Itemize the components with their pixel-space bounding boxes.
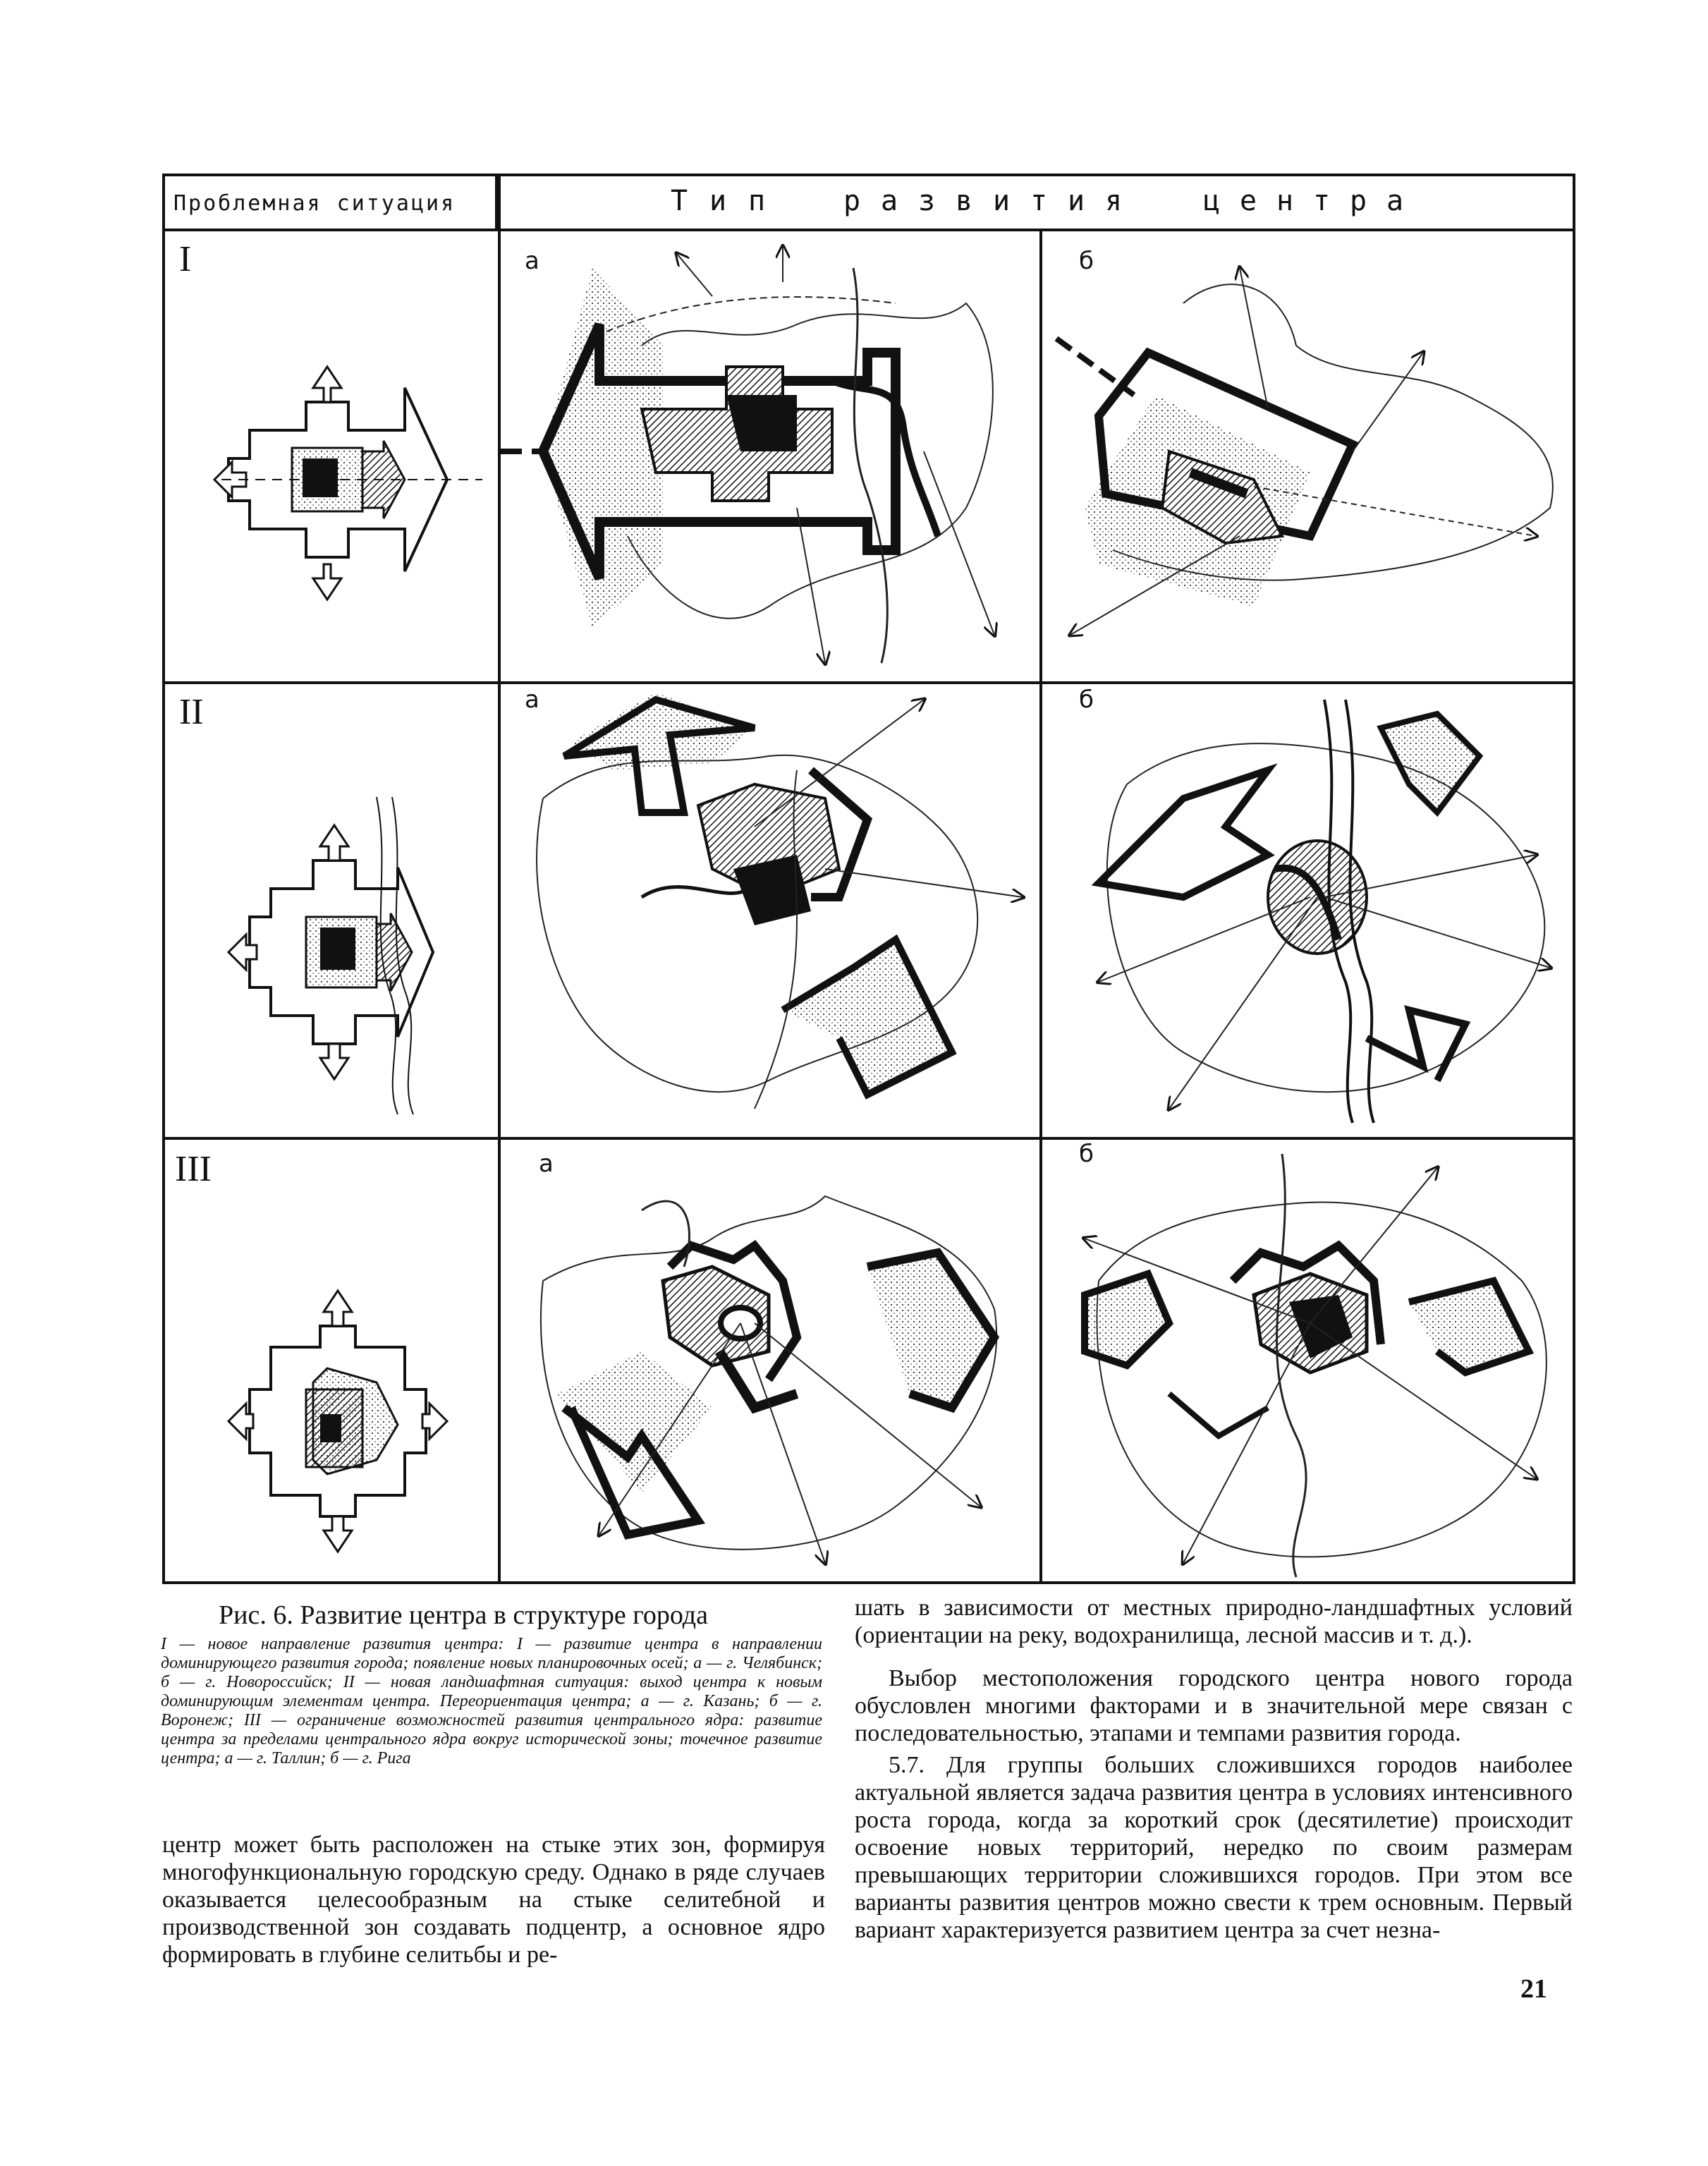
figure-caption-body: I — новое направление развития центра: I — развитие центра в направлении доминирующего развития города; появление новых планировочных осей; а — г. Челябинск; б — г. Новороссийск; II — новая ландшафтная ситуация: выход центра к новым доминирующим элементам центра. Переориентация центра; а — г. Казань; б — г. Воронеж; III — ограничение возможностей развития центрального ядра: развитие центра за пределами центрального ядра вокруг исторической зоны; точечное развитие центра; а — г. Таллин; б — г. Рига xyxy=(161,1635,822,1768)
header-problem-situation: Проблемная ситуация xyxy=(165,176,498,231)
cell-label-2a: а xyxy=(525,686,539,714)
figure-caption-title: Рис. 6. Развитие центра в структуре города xyxy=(219,1600,708,1630)
header-letter: я xyxy=(1105,185,1123,217)
right-column-text xyxy=(855,1594,1573,1944)
paragraph: шать в зависимости от местных природно-ландшафтных условий (ориентации на реку, водохранилища, лесной массив и т. д.). xyxy=(855,1595,1573,1648)
map-voronezh xyxy=(1042,686,1575,1134)
row-label-ii: II xyxy=(179,692,204,732)
header-letter: а xyxy=(881,185,898,217)
cell-label-1a: а xyxy=(525,247,539,275)
header-letter: Т xyxy=(671,185,688,217)
paragraph: 5.7. Для группы больших сложившихся городов наиболее актуальной является задача развития центра в условиях интенсивного роста города, когда за короткий срок (десятилетие) происходит освоение новых территорий, нередко по своим размерам превышающих территории сложившихся городов. При этом все варианты развития центров можно свести к трем основным. Первый вариант характеризуется развитием центра за счет незна- xyxy=(855,1752,1573,1943)
header-letter: ц xyxy=(1203,185,1221,217)
figure-table xyxy=(162,174,1575,1584)
schematic-iii xyxy=(207,1263,489,1573)
cell-label-3b: б xyxy=(1079,1140,1094,1168)
header-letter: е xyxy=(1240,185,1257,217)
cell-label-2b: б xyxy=(1079,686,1094,714)
header-letter: и xyxy=(993,185,1011,217)
header-letter: и xyxy=(1068,185,1085,217)
header-letter: н xyxy=(1276,185,1294,217)
header-letter: и xyxy=(709,185,727,217)
header-letter: т xyxy=(1313,185,1331,217)
header-letter: п xyxy=(748,185,766,217)
header-letter: в xyxy=(956,185,973,217)
header-letter: з xyxy=(918,185,936,217)
row-divider xyxy=(165,681,1573,684)
left-column-text xyxy=(162,1831,825,1969)
header-letter: т xyxy=(1030,185,1048,217)
cell-label-3a: а xyxy=(539,1150,554,1178)
paragraph: Выбор местоположения городского центра нового города обусловлен многими факторами и в значительной мере связан с последовательностью, этапами и темпами развития города. xyxy=(855,1665,1573,1746)
page-number: 21 xyxy=(1520,1974,1547,2004)
cell-label-1b: б xyxy=(1079,247,1094,275)
schematic-i xyxy=(207,303,489,656)
map-tallinn xyxy=(501,1140,1037,1584)
map-chelyabinsk xyxy=(501,240,1037,677)
header-letter: р xyxy=(1350,185,1367,217)
header-letter: а xyxy=(1386,185,1404,217)
paragraph: центр может быть расположен на стыке этих зон, формируя многофункциональную городскую среду. Однако в ряде случаев оказывается целесообразным на стыке селитебной и производственной зон создавать подцентр, а основное ядро формировать в глубине селитьбы и ре- xyxy=(162,1832,825,1968)
schematic-ii xyxy=(207,783,489,1121)
map-kazan xyxy=(501,686,1037,1134)
row-label-iii: III xyxy=(175,1149,212,1189)
row-label-i: I xyxy=(179,239,192,279)
header-letter: р xyxy=(843,185,861,217)
map-novorossiysk xyxy=(1042,240,1575,677)
header-development-type xyxy=(498,176,1573,231)
map-riga xyxy=(1042,1140,1575,1584)
